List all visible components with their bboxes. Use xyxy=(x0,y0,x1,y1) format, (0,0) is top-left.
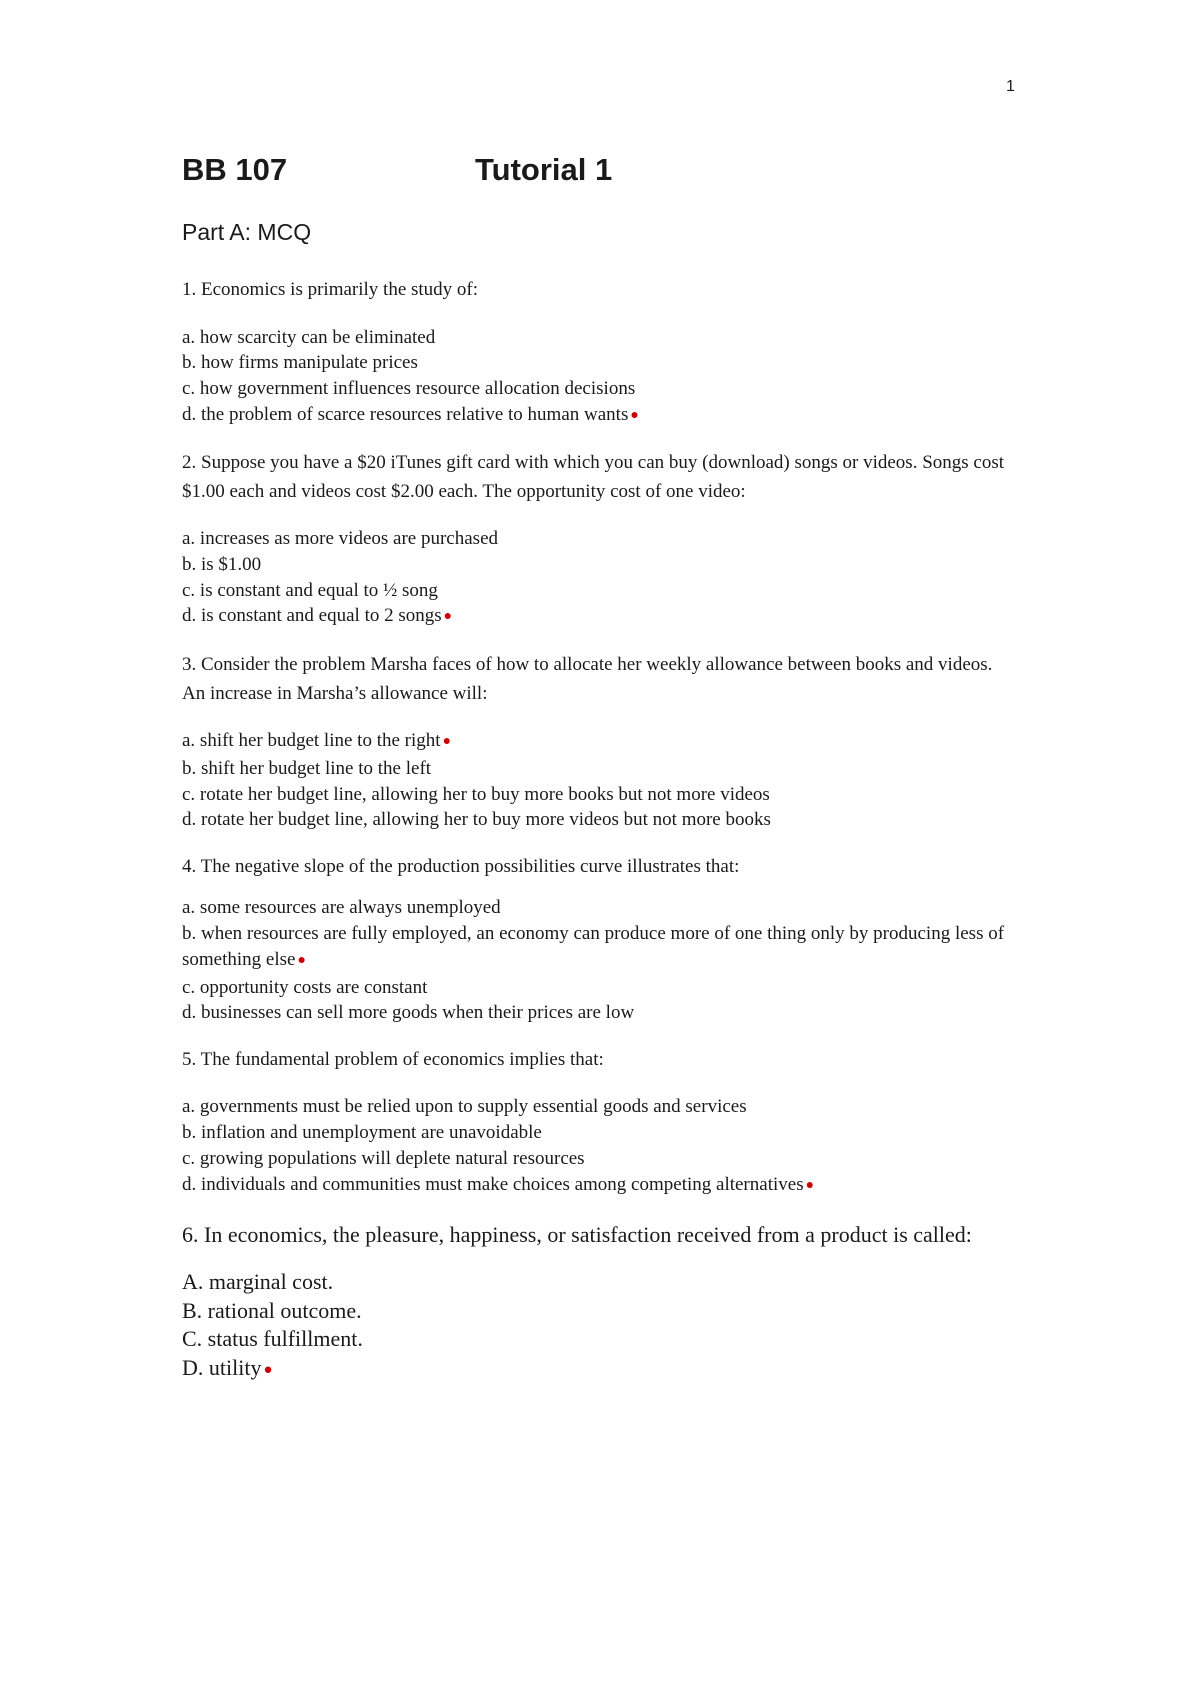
option: b. when resources are fully employed, an economy can produce more of one thing only by producing less of something else ● xyxy=(182,923,1005,970)
correct-answer-marker: ● xyxy=(263,1361,273,1378)
correct-answer-marker: ● xyxy=(630,407,639,423)
question-text: 4. The negative slope of the production possibilities curve illustrates that: xyxy=(182,855,740,877)
option: a. governments must be relied upon to supply essential goods and services xyxy=(182,1096,747,1118)
tutorial-title: Tutorial 1 xyxy=(475,152,613,187)
option: d. the problem of scarce resources relative to human wants ● xyxy=(182,403,639,425)
question-6 xyxy=(182,1219,1012,1385)
question-2 xyxy=(182,449,1012,631)
option: C. status fulfillment. xyxy=(182,1326,363,1352)
page-number: 1 xyxy=(1006,78,1015,95)
correct-answer-marker: ● xyxy=(443,609,453,625)
option-list xyxy=(182,1268,1012,1385)
option-list xyxy=(182,1094,1012,1199)
question-text: 5. The fundamental problem of economics implies that: xyxy=(182,1048,604,1070)
document-body xyxy=(182,148,1012,1380)
option-list xyxy=(182,526,1012,631)
question-text: 3. Consider the problem Marsha faces of how to allocate her weekly allowance between books and videos. An increase in Marsha’s allowance will: xyxy=(182,654,993,704)
question-1 xyxy=(182,276,1012,429)
option-list xyxy=(182,325,1012,430)
correct-answer-marker: ● xyxy=(297,952,306,968)
option: a. shift her budget line to the right ● xyxy=(182,730,452,752)
option-list xyxy=(182,895,1012,1026)
option: d. rotate her budget line, allowing her to buy more videos but not more books xyxy=(182,809,771,831)
option: c. rotate her budget line, allowing her to buy more books but not more videos xyxy=(182,783,770,805)
document-title xyxy=(182,148,1012,192)
option: a. how scarcity can be eliminated xyxy=(182,326,436,348)
option: c. growing populations will deplete natural resources xyxy=(182,1147,585,1169)
option: A. marginal cost. xyxy=(182,1269,334,1295)
option: a. some resources are always unemployed xyxy=(182,897,501,919)
option: d. individuals and communities must make choices among competing alternatives ● xyxy=(182,1173,815,1195)
option: D. utility ● xyxy=(182,1354,273,1380)
correct-answer-marker: ● xyxy=(442,734,452,750)
option: c. is constant and equal to ½ song xyxy=(182,579,438,601)
option: b. is $1.00 xyxy=(182,554,262,576)
option: c. how government influences resource allocation decisions xyxy=(182,377,636,399)
section-heading: Part A: MCQ xyxy=(182,219,312,245)
option-list xyxy=(182,728,1012,833)
option: d. is constant and equal to 2 songs ● xyxy=(182,605,453,627)
question-text: 6. In economics, the pleasure, happiness, or satisfaction received from a product is called: xyxy=(182,1222,972,1248)
option: c. opportunity costs are constant xyxy=(182,976,428,998)
question-text: 2. Suppose you have a $20 iTunes gift card with which you can buy (download) songs or videos. Songs cost $1.00 each and videos cost $2.00 each. The opportunity cost of one video: xyxy=(182,452,1005,502)
question-list xyxy=(182,276,1012,1405)
option: B. rational outcome. xyxy=(182,1297,362,1323)
question-5 xyxy=(182,1046,1012,1199)
question-3 xyxy=(182,651,1012,833)
option: a. increases as more videos are purchased xyxy=(182,528,498,550)
option: b. shift her budget line to the left xyxy=(182,757,432,779)
correct-answer-marker: ● xyxy=(805,1177,815,1193)
option: b. inflation and unemployment are unavoidable xyxy=(182,1122,542,1144)
option: d. businesses can sell more goods when their prices are low xyxy=(182,1002,635,1024)
course-code: BB 107 xyxy=(182,152,288,187)
question-4 xyxy=(182,853,1012,1026)
option: b. how firms manipulate prices xyxy=(182,352,418,374)
question-text: 1. Economics is primarily the study of: xyxy=(182,279,479,300)
